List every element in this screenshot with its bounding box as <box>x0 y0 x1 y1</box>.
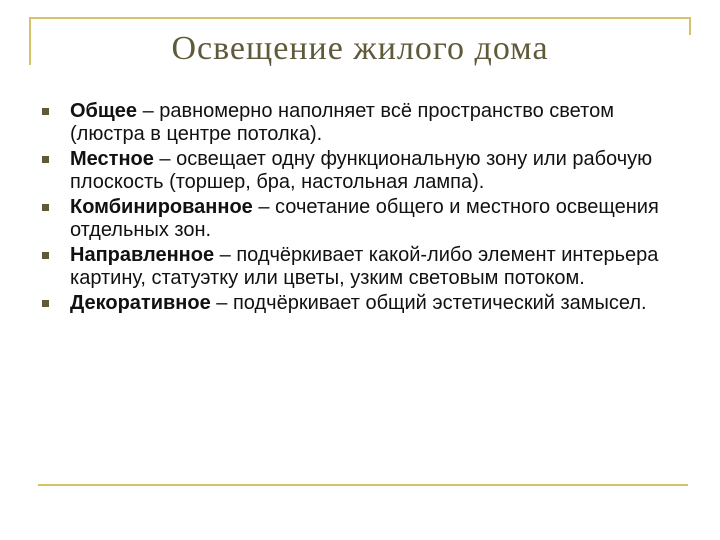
item-text: – сочетание общего и местного освещения отдельных зон. <box>70 196 659 241</box>
item-term: Направленное <box>70 244 215 266</box>
square-bullet-icon <box>42 156 49 163</box>
square-bullet-icon <box>42 300 49 307</box>
item-term: Комбинированное <box>70 196 253 218</box>
square-bullet-icon <box>42 204 49 211</box>
item-term: Общее <box>70 100 138 122</box>
item-term: Местное <box>70 148 154 170</box>
frame-bottom-line <box>38 484 688 486</box>
list-item <box>36 292 686 315</box>
item-text: – освещает одну функциональную зону или рабочую плоскость (торшер, бра, настольная лампа). <box>70 148 653 193</box>
square-bullet-icon <box>42 108 49 115</box>
list-item <box>36 100 686 146</box>
item-term: Декоративное <box>70 292 211 314</box>
slide-title: Освещение жилого дома <box>171 30 549 67</box>
item-text: – равномерно наполняет всё пространство светом (люстра в центре потолка). <box>70 100 614 145</box>
item-text: – подчёркивает какой-либо элемент интерьера картину, статуэтку или цветы, узким световым потоком. <box>70 244 659 289</box>
item-text: – подчёркивает общий эстетический замысел. <box>210 292 647 314</box>
list-item <box>36 244 686 290</box>
list-item <box>36 196 686 242</box>
bullet-list <box>36 100 686 317</box>
frame-top-line <box>29 17 691 19</box>
list-item <box>36 148 686 194</box>
square-bullet-icon <box>42 252 49 259</box>
